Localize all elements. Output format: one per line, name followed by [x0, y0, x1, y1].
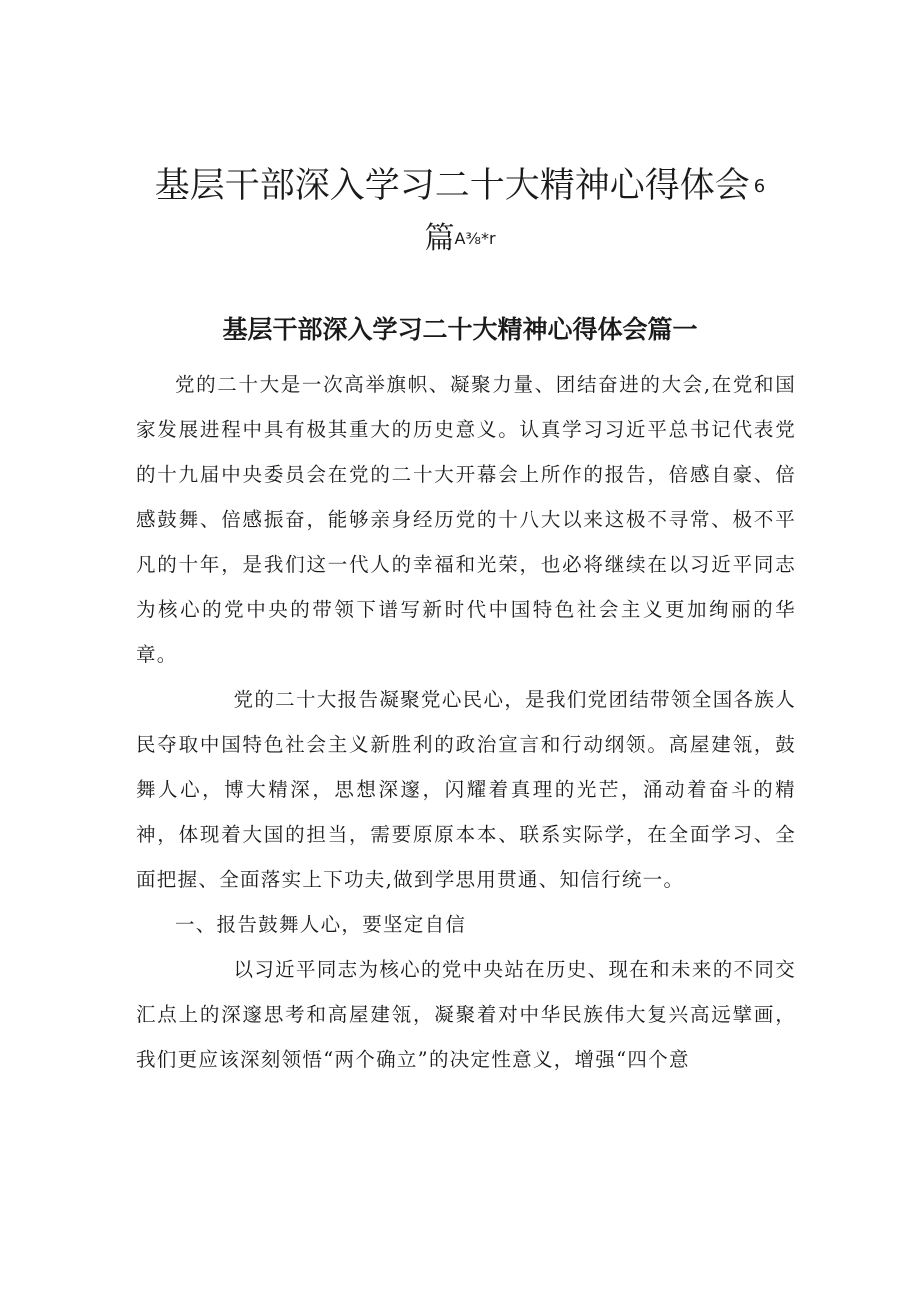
title-line-1 [0, 160, 920, 213]
section-heading: 基层干部深入学习二十大精神心得体会篇一 [222, 315, 698, 344]
title-suffix: 6 [753, 176, 766, 197]
paragraph-2: 党的二十大报告凝聚党心民心，是我们党团结带领全国各族人民夺取中国特色社会主义新胜利的政治宣言和行动纲领。高屋建瓴，鼓舞人心，博大精深，思想深邃，闪耀着真理的光芒，涌动着奋斗的精神，体现着大国的担当，需要原原本本、联系实际学，在全面学习、全面把握、全面落实上下功夫,做到学思用贯通、知信行统一。 [136, 688, 796, 891]
subheading-1: 一、报告鼓舞人心，要坚定自信 [175, 913, 467, 936]
document-title [0, 160, 920, 265]
title-line-2 [0, 213, 920, 265]
title-text: 基层干部深入学习二十大精神心得体会 [154, 166, 750, 206]
title-line2-text: 篇 [424, 221, 455, 256]
title-line2-noise: A⅜*r [454, 229, 496, 248]
paragraph-3: 以习近平同志为核心的党中央站在历史、现在和未来的不同交汇点上的深邃思考和高屋建瓴，凝聚着对中华民族伟大复兴高远擘画，我们更应该深刻领悟“两个确立”的决定性意义，增强“四个意 [136, 958, 796, 1071]
body-text [136, 362, 796, 1082]
paragraph-1: 党的二十大是一次高举旗帜、凝聚力量、团结奋进的大会,在党和国家发展进程中具有极其重大的历史意义。认真学习习近平总书记代表党的十九届中央委员会在党的二十大开幕会上所作的报告，倍感自豪、倍感鼓舞、倍感振奋，能够亲身经历党的十八大以来这极不寻常、极不平凡的十年，是我们这一代人的幸福和光荣，也必将继续在以习近平同志为核心的党中央的带领下谱写新时代中国特色社会主义更加绚丽的华章。 [136, 373, 796, 666]
